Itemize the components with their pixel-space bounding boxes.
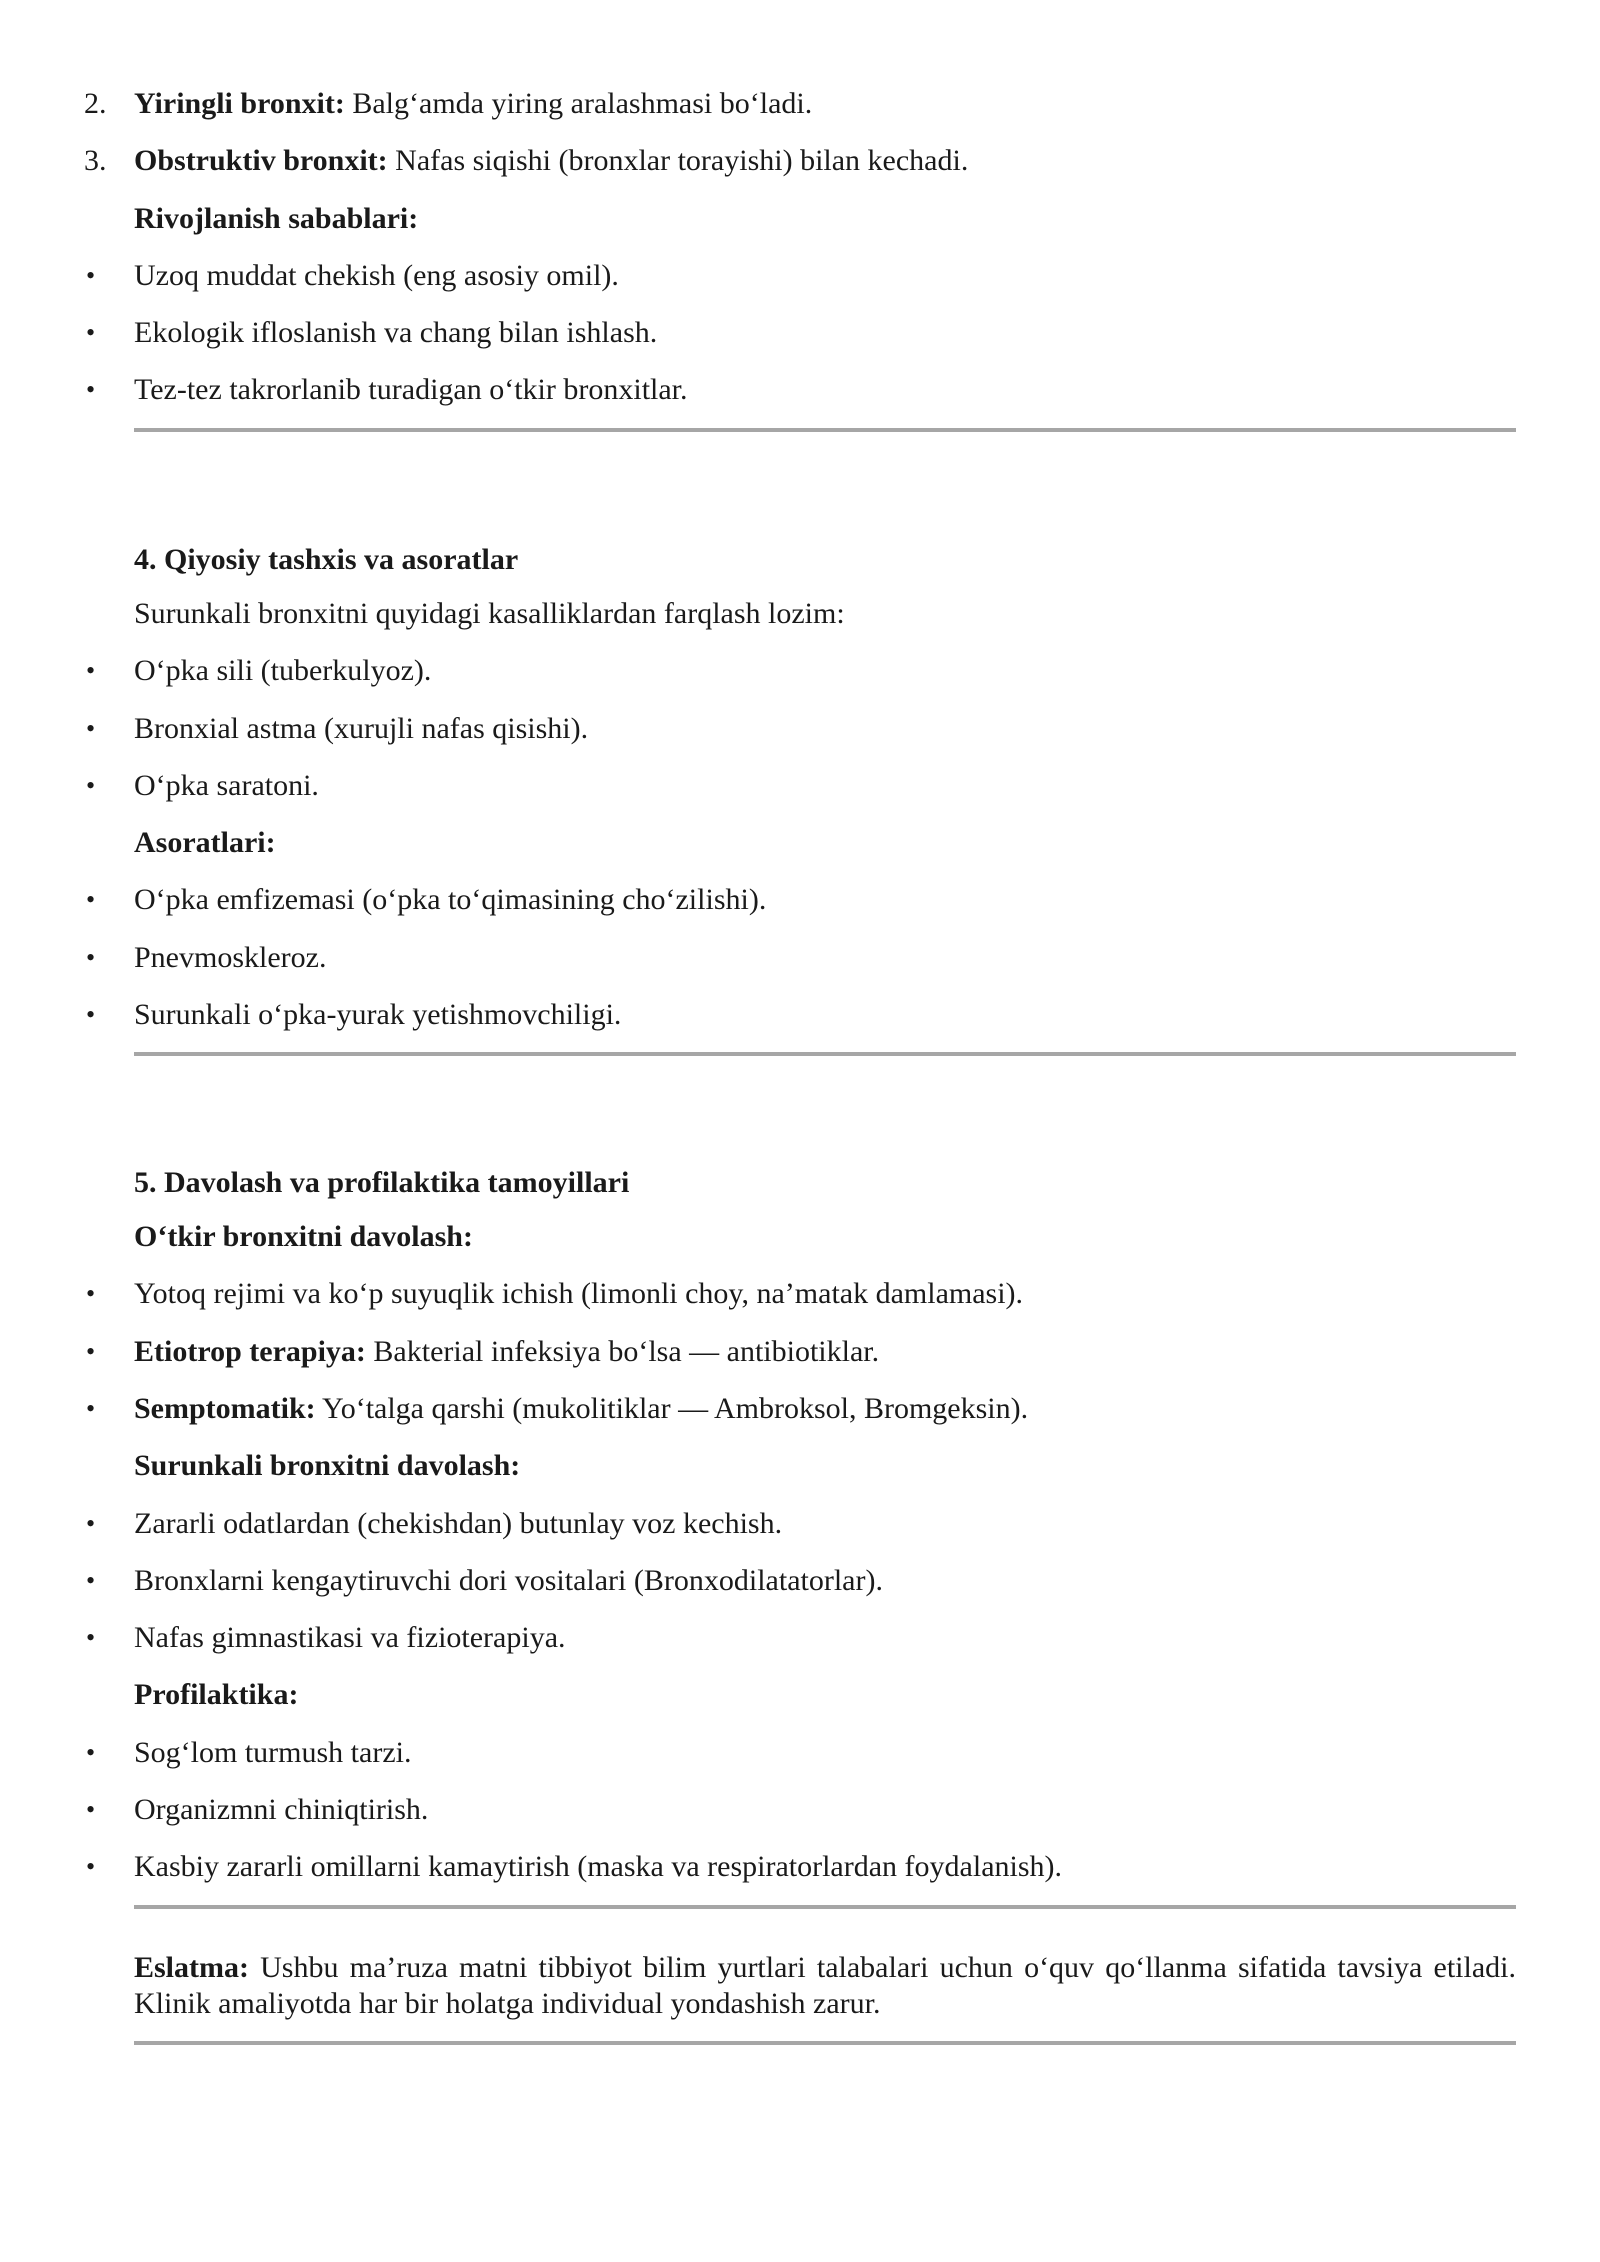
list-item: Bronxial astma (xurujli nafas qisishi). xyxy=(134,712,589,745)
list-item: O‘pka saratoni. xyxy=(134,769,319,802)
section-divider xyxy=(134,1052,1516,1056)
item-text: Balg‘amda yiring aralashmasi bo‘ladi. xyxy=(344,87,813,120)
bullet-icon: • xyxy=(86,771,96,800)
item-term: Yiringli bronxit: xyxy=(134,87,345,120)
list-item: Uzoq muddat chekish (eng asosiy omil). xyxy=(134,259,619,292)
list-item: O‘pka emfizemasi (o‘pka to‘qimasining cho‘zilishi). xyxy=(134,883,767,916)
list-item xyxy=(134,143,968,179)
bullet-icon: • xyxy=(86,261,96,290)
item-text: Bakterial infeksiya bo‘lsa — antibiotiklar. xyxy=(365,1335,880,1368)
bullet-icon: • xyxy=(86,1509,96,1538)
subheading-complications: Asoratlari: xyxy=(134,826,276,859)
list-item: Organizmni chiniqtirish. xyxy=(134,1793,429,1826)
bullet-icon: • xyxy=(86,1852,96,1881)
item-text: Nafas siqishi (bronxlar torayishi) bilan kechadi. xyxy=(387,144,969,177)
list-item: Yotoq rejimi va ko‘p suyuqlik ichish (limonli choy, na’matak damlamasi). xyxy=(134,1277,1024,1310)
list-item xyxy=(134,86,812,122)
bullet-icon: • xyxy=(86,1566,96,1595)
subheading-causes: Rivojlanish sabablari: xyxy=(134,202,419,235)
list-item: Tez-tez takrorlanib turadigan o‘tkir bronxitlar. xyxy=(134,373,688,406)
bullet-icon: • xyxy=(86,1623,96,1652)
subheading-chronic-treatment: Surunkali bronxitni davolash: xyxy=(134,1449,521,1482)
section-title: 5. Davolash va profilaktika tamoyillari xyxy=(134,1166,630,1199)
bullet-icon: • xyxy=(86,885,96,914)
item-term: Semptomatik: xyxy=(134,1392,316,1425)
note-label: Eslatma: xyxy=(134,1951,249,1984)
bullet-icon: • xyxy=(86,1738,96,1767)
section-divider xyxy=(134,1905,1516,1909)
list-item: Bronxlarni kengaytiruvchi dori vositalari (Bronxodilatatorlar). xyxy=(134,1564,883,1597)
list-item: Surunkali o‘pka-yurak yetishmovchiligi. xyxy=(134,998,622,1031)
list-item: O‘pka sili (tuberkulyoz). xyxy=(134,654,432,687)
bullet-icon: • xyxy=(86,1394,96,1423)
section-divider xyxy=(134,2041,1516,2045)
list-number: 3. xyxy=(84,144,107,177)
section-title: 4. Qiyosiy tashxis va asoratlar xyxy=(134,543,519,576)
section-intro: Surunkali bronxitni quyidagi kasalliklardan farqlash lozim: xyxy=(134,597,845,630)
list-number: 2. xyxy=(84,87,107,120)
item-term: Etiotrop terapiya: xyxy=(134,1335,366,1368)
note-paragraph xyxy=(134,1950,1516,2022)
list-item: Pnevmoskleroz. xyxy=(134,941,327,974)
list-item xyxy=(134,1334,879,1370)
bullet-icon: • xyxy=(86,1795,96,1824)
bullet-icon: • xyxy=(86,656,96,685)
list-item: Sog‘lom turmush tarzi. xyxy=(134,1736,412,1769)
bullet-icon: • xyxy=(86,1337,96,1366)
subheading-acute-treatment: O‘tkir bronxitni davolash: xyxy=(134,1220,473,1253)
section-divider xyxy=(134,428,1516,432)
subheading-prevention: Profilaktika: xyxy=(134,1678,299,1711)
note-text: Ushbu ma’ruza matni tibbiyot bilim yurtlari talabalari uchun o‘quv qo‘llanma sifatida tavsiya etiladi. Klinik amaliyotda har bir holatga individual yondashish zarur. xyxy=(134,1951,1516,2020)
list-item: Kasbiy zararli omillarni kamaytirish (maska va respiratorlardan foydalanish). xyxy=(134,1850,1063,1883)
list-item xyxy=(134,1391,1028,1427)
bullet-icon: • xyxy=(86,714,96,743)
list-item: Ekologik ifloslanish va chang bilan ishlash. xyxy=(134,316,658,349)
bullet-icon: • xyxy=(86,1279,96,1308)
item-text: Yo‘talga qarshi (mukolitiklar — Ambroksol, Bromgeksin). xyxy=(315,1392,1029,1425)
item-term: Obstruktiv bronxit: xyxy=(134,144,388,177)
bullet-icon: • xyxy=(86,318,96,347)
bullet-icon: • xyxy=(86,375,96,404)
list-item: Nafas gimnastikasi va fizioterapiya. xyxy=(134,1621,566,1654)
bullet-icon: • xyxy=(86,1000,96,1029)
list-item: Zararli odatlardan (chekishdan) butunlay voz kechish. xyxy=(134,1507,783,1540)
bullet-icon: • xyxy=(86,943,96,972)
